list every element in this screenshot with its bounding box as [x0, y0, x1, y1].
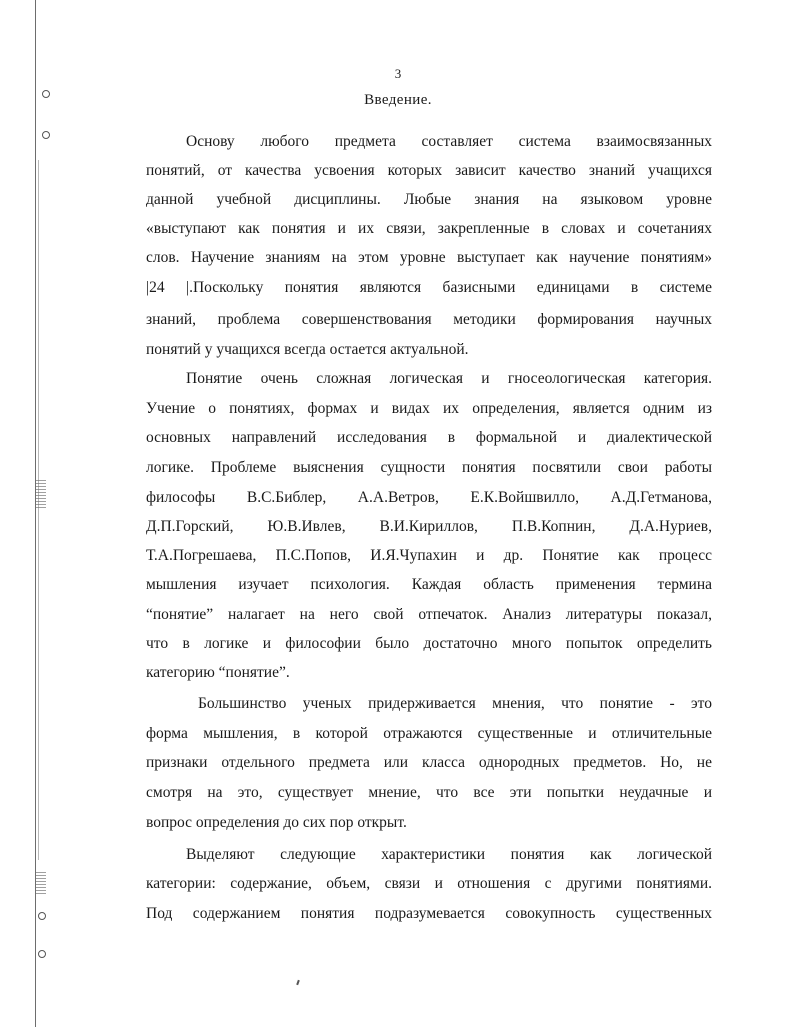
- paragraph-line: |24 |.Поскольку понятия являются базисными единицами в системе: [146, 279, 712, 296]
- paragraph-line: знаний, проблема совершенствования методики формирования научных: [146, 311, 712, 328]
- page-number: 3: [394, 66, 402, 81]
- scan-binding-line-faint: [38, 160, 39, 860]
- punch-hole-icon: [42, 131, 50, 139]
- paragraph-line: «выступают как понятия и их связи, закрепленные в словах и сочетаниях: [146, 220, 712, 237]
- paragraph-line: категорию “понятие”.: [146, 664, 290, 681]
- paragraph-line: категории: содержание, объем, связи и отношения с другими понятиями.: [146, 875, 712, 892]
- paragraph-line: слов. Научение знаниям на этом уровне выступает как научение понятиям»: [146, 249, 712, 266]
- paragraph-line: мышления изучает психология. Каждая область применения термина: [146, 576, 712, 593]
- section-heading: Введение.: [364, 92, 432, 108]
- paragraph-line: Т.А.Погрешаева, П.С.Попов, И.Я.Чупахин и др. Понятие как процесс: [146, 547, 712, 564]
- paragraph-line: признаки отдельного предмета или класса однородных предметов. Но, не: [146, 754, 712, 771]
- paragraph-line: форма мышления, в которой отражаются существенные и отличительные: [146, 725, 712, 742]
- punch-hole-icon: [38, 912, 46, 920]
- paragraph-line: смотря на это, существует мнение, что все эти попытки неудачные и: [146, 784, 712, 801]
- punch-hole-icon: [38, 950, 46, 958]
- paragraph-line: понятий, от качества усвоения которых зависит качество знаний учащихся: [146, 162, 712, 179]
- paragraph-line: данной учебной дисциплины. Любые знания на языковом уровне: [146, 191, 712, 208]
- paragraph-line: Учение о понятиях, формах и видах их определения, является одним из: [146, 400, 712, 417]
- paragraph-line: что в логике и философии было достаточно много попыток определить: [146, 635, 712, 652]
- paragraph-line: основных направлений исследования в формальной и диалектической: [146, 429, 712, 446]
- scan-stray-mark: [296, 980, 300, 985]
- paragraph-line: логике. Проблеме выяснения сущности понятия посвятили свои работы: [146, 459, 712, 476]
- scan-smudge: [36, 478, 46, 508]
- paragraph-line: Д.П.Горский, Ю.В.Ивлев, В.И.Кириллов, П.В.Копнин, Д.А.Нуриев,: [146, 518, 712, 535]
- paragraph-line: понятий у учащихся всегда остается актуальной.: [146, 341, 469, 358]
- scan-smudge: [36, 872, 46, 894]
- paragraph-line: философы В.С.Библер, А.А.Ветров, Е.К.Войшвилло, А.Д.Гетманова,: [146, 489, 712, 506]
- paragraph-line: Выделяют следующие характеристики понятия как логической: [186, 846, 712, 863]
- paragraph-line: Основу любого предмета составляет система взаимосвязанных: [186, 133, 712, 150]
- paragraph-line: Понятие очень сложная логическая и гносеологическая категория.: [186, 370, 712, 387]
- paragraph-line: вопрос определения до сих пор открыт.: [146, 814, 407, 831]
- paragraph-line: “понятие” налагает на него свой отпечаток. Анализ литературы показал,: [146, 606, 712, 623]
- paragraph-line: Под содержанием понятия подразумевается совокупность существенных: [146, 905, 712, 922]
- paragraph-line: Большинство ученых придерживается мнения, что понятие - это: [198, 695, 712, 712]
